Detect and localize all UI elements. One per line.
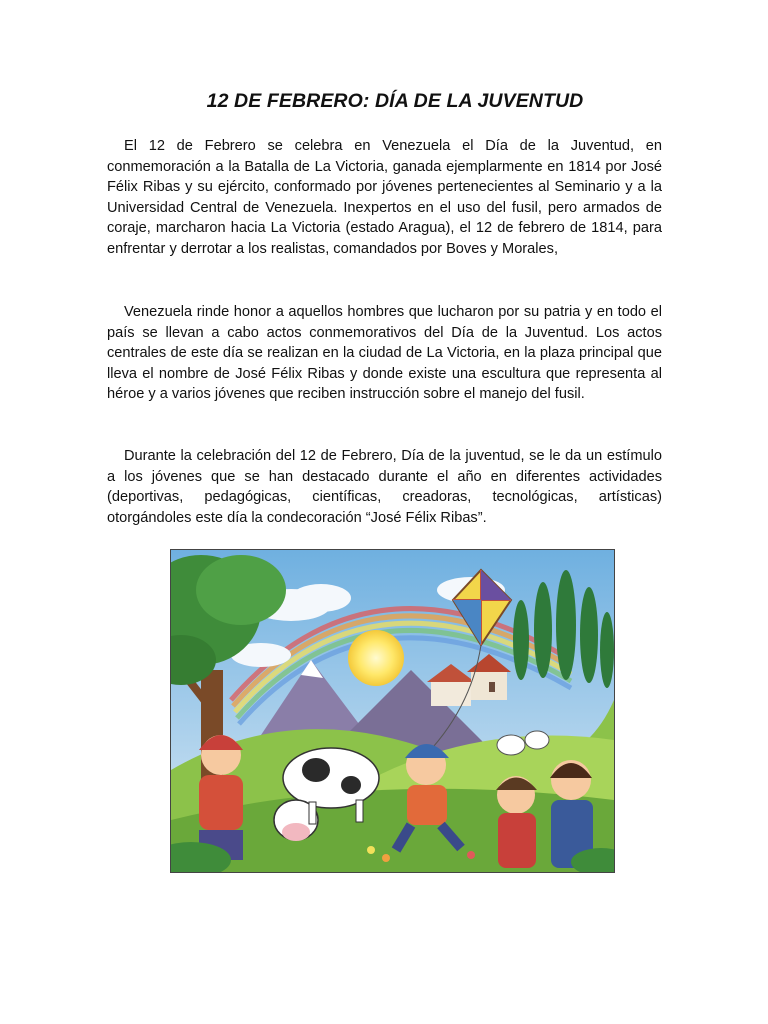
sun (348, 630, 404, 686)
paragraph-3: Durante la celebración del 12 de Febrero, Día de la juventud, se le da un estímulo a los jóvenes que se han destacado durante el año en diferentes actividades (deportivas, pedagógicas, científicas, creadoras, tecnológicas, artísticas) otorgándoles este día la condecoración “José Félix Ribas”. (107, 448, 662, 526)
document-title: 12 DE FEBRERO: DÍA DE LA JUVENTUD (206, 90, 584, 112)
child-left (199, 735, 243, 860)
child-right-1 (496, 776, 537, 868)
youth-day-illustration (170, 549, 615, 873)
paragraph-2: Venezuela rinde honor a aquellos hombres que lucharon por su patria y en todo el país se llevan a cabo actos conmemorativos del Día de la Juventud. Los actos centrales de este día se realizan en la ciudad de La Victoria, en la plaza principal que lleva el nombre de José Félix Ribas y donde existe una escultura que representa al héroe y a varios jóvenes que reciben instrucción sobre el manejo del fusil. (107, 304, 662, 403)
illustration-drawing (171, 550, 614, 872)
paragraph-1: El 12 de Febrero se celebra en Venezuela el Día de la Juventud, en conmemoración a la Batalla de La Victoria, ganada ejemplarmente en 1814 por José Félix Ribas y su ejército, conformado por jóvenes pertenecientes al Seminario y a la Universidad Central de Venezuela. Inexpertos en el uso del fusil, pero armados de coraje, marcharon hacia La Victoria (estado Aragua), el 12 de febrero de 1814, para enfrentar y derrotar a los realistas, comandados por Boves y Morales, (107, 138, 662, 257)
